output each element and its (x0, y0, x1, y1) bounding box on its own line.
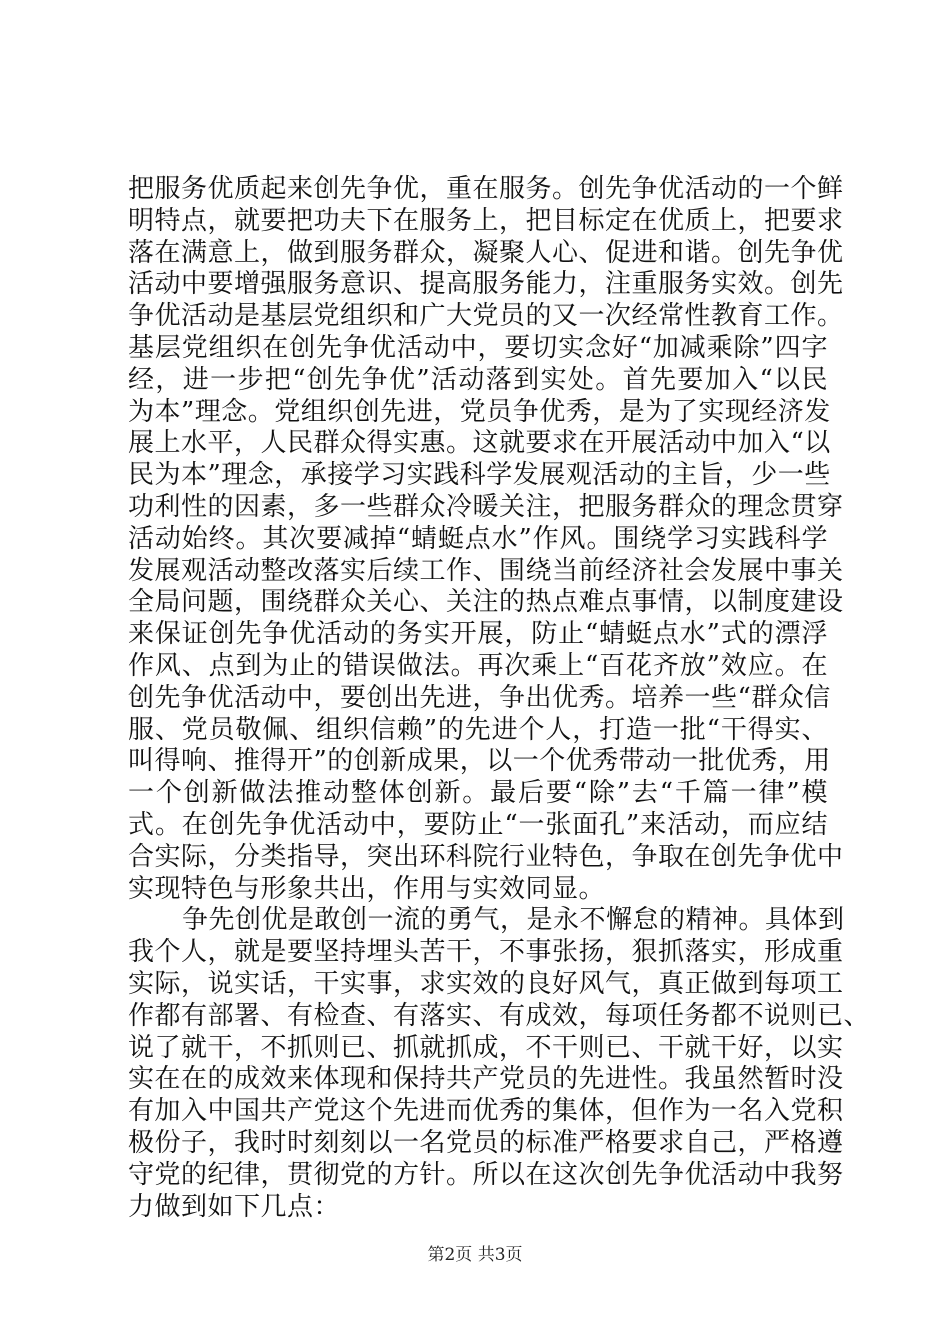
text-line: 活动始终。其次要减掉“蜻蜓点水”作风。围绕学习实践科学 (128, 523, 828, 554)
text-line: 服、党员敬佩、组织信赖”的先进个人，打造一批“干得实、 (128, 714, 828, 745)
text-line: 极份子，我时时刻刻以一名党员的标准严格要求自己，严格遵 (128, 1127, 844, 1158)
text-line: 实际，说实话，干实事，求实效的良好风气，真正做到每项工 (128, 968, 844, 999)
text-line: 明特点，就要把功夫下在服务上，把目标定在优质上，把要求 (128, 205, 844, 236)
text-line: 来保证创先争优活动的务实开展，防止“蜻蜓点水”式的漂浮 (128, 619, 828, 650)
text-line: 发展观活动整改落实后续工作、围绕当前经济社会发展中事关 (128, 555, 844, 586)
paragraph-1 (128, 174, 844, 905)
text-line: 展上水平，人民群众得实惠。这就要求在开展活动中加入“以 (128, 428, 831, 459)
text-line: 有加入中国共产党这个先进而优秀的集体，但作为一名入党积 (128, 1096, 844, 1127)
text-line: 全局问题，围绕群众关心、关注的热点难点事情，以制度建设 (128, 587, 844, 618)
text-line: 我个人，就是要坚持埋头苦干，不事张扬，狠抓落实，形成重 (128, 937, 844, 968)
text-line: 实在在的成效来体现和保持共产党员的先进性。我虽然暂时没 (128, 1064, 844, 1095)
text-line: 实现特色与形象共出，作用与实效同显。 (128, 873, 606, 904)
text-line: 守党的纪律，贯彻党的方针。所以在这次创先争优活动中我努 (128, 1159, 844, 1190)
text-line: 落在满意上，做到服务群众，凝聚人心、促进和谐。创先争优 (128, 237, 844, 268)
text-line: 作风、点到为止的错误做法。再次乘上“百花齐放”效应。在 (128, 650, 828, 681)
text-line: 活动中要增强服务意识、提高服务能力，注重服务实效。创先 (128, 269, 844, 300)
paragraph-2 (128, 905, 871, 1223)
text-line: 功利性的因素，多一些群众冷暖关注，把服务群众的理念贯穿 (128, 491, 844, 522)
page-footer: 第2页 共3页 (427, 1245, 523, 1265)
text-line: 式。在创先争优活动中，要防止“一张面孔”来活动，而应结 (128, 809, 828, 840)
text-line: 创先争优活动中，要创出先进，争出优秀。培养一些“群众信 (128, 682, 831, 713)
text-line: 一个创新做法推动整体创新。最后要“除”去“千篇一律”模 (128, 778, 828, 809)
text-line: 把服务优质起来创先争优，重在服务。创先争优活动的一个鲜 (128, 174, 844, 204)
text-line: 作都有部署、有检查、有落实、有成效，每项任务都不说则已、 (128, 1000, 871, 1031)
text-line: 叫得响、推得开”的创新成果，以一个优秀带动一批优秀，用 (128, 746, 831, 777)
document-body (128, 174, 871, 1223)
text-line: 为本”理念。党组织创先进，党员争优秀，是为了实现经济发 (128, 396, 831, 427)
text-line: 基层党组织在创先争优活动中，要切实念好“加减乘除”四字 (128, 332, 828, 363)
text-line: 经，进一步把“创先争优”活动落到实处。首先要加入“以民 (128, 364, 828, 395)
text-line: 民为本”理念，承接学习实践科学发展观活动的主旨，少一些 (128, 460, 831, 491)
text-line: 争优活动是基层党组织和广大党员的又一次经常性教育工作。 (128, 301, 844, 332)
text-line: 合实际，分类指导，突出环科院行业特色，争取在创先争优中 (128, 841, 844, 872)
text-line: 说了就干，不抓则已、抓就抓成，不干则已、干就干好，以实 (128, 1032, 844, 1063)
text-line: 力做到如下几点： (128, 1191, 341, 1222)
text-line: 争先创优是敢创一流的勇气，是永不懈怠的精神。具体到 (182, 905, 845, 936)
